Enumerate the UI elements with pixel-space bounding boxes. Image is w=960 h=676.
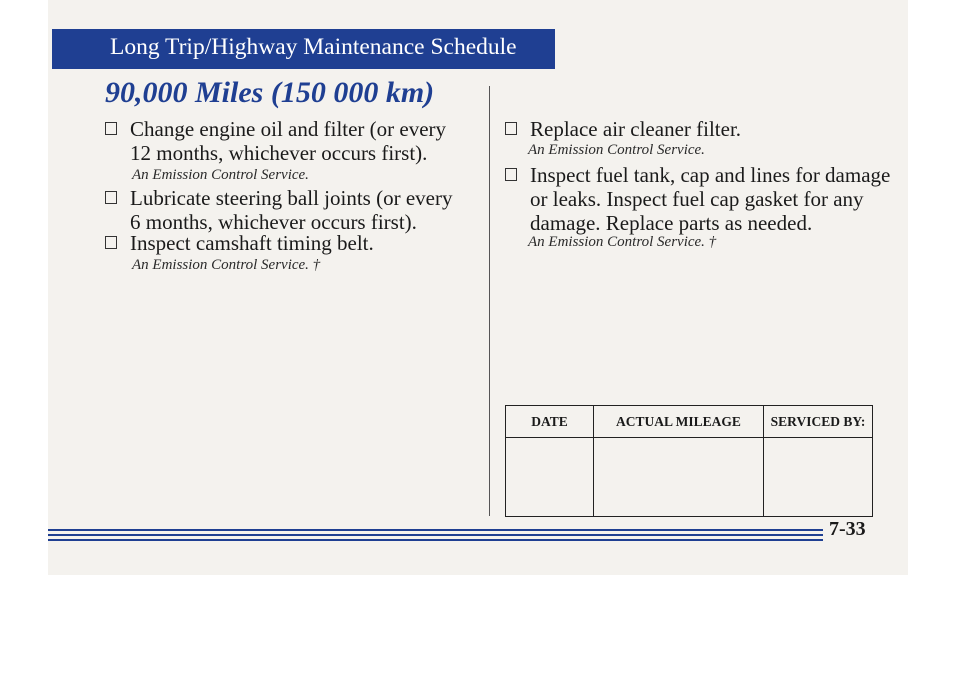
footer-rule [48,534,823,536]
emission-note: An Emission Control Service. † [528,234,717,250]
item-text-line: Change engine oil and filter (or every [130,117,447,141]
table-header-row [506,406,873,438]
checklist-item-inspect-timing-belt [105,231,374,255]
item-text-line: Lubricate steering ball joints (or every [130,186,453,210]
item-text-line: 12 months, whichever occurs first). [130,141,428,165]
column-header-serviced-by: SERVICED BY: [764,406,873,438]
footer-rule [48,529,823,531]
item-text-line: 6 months, whichever occurs first). [130,210,417,234]
item-text-line: or leaks. Inspect fuel cap gasket for any [530,187,864,211]
serviced-by-entry-cell[interactable] [764,438,873,517]
section-title: 90,000 Miles (150 000 km) [105,76,435,109]
checklist-item-lubricate-steering [105,186,452,234]
page-number: 7-33 [829,518,866,540]
item-text-line: Inspect camshaft timing belt. [130,231,374,255]
checkbox-icon[interactable] [105,122,117,135]
header-title: Long Trip/Highway Maintenance Schedule [110,34,517,60]
item-text-line: Replace air cleaner filter. [530,117,742,141]
emission-note: An Emission Control Service. [528,142,705,158]
checkbox-icon[interactable] [505,168,517,181]
checkbox-icon[interactable] [105,236,117,249]
column-header-actual-mileage: ACTUAL MILEAGE [594,406,764,438]
item-text-line: damage. Replace parts as needed. [530,211,813,235]
checklist-item-inspect-fuel-tank [505,163,890,235]
footer-rule [48,539,823,541]
emission-note: An Emission Control Service. † [132,257,321,273]
checkbox-icon[interactable] [505,122,517,135]
column-divider [489,86,490,516]
checklist-item-replace-air-filter [505,117,741,141]
service-record-table [505,405,873,517]
mileage-entry-cell[interactable] [594,438,764,517]
checkbox-icon[interactable] [105,191,117,204]
checklist-item-change-oil [105,117,446,165]
emission-note: An Emission Control Service. [132,167,309,183]
date-entry-cell[interactable] [506,438,594,517]
item-text-line: Inspect fuel tank, cap and lines for damage [530,163,891,187]
column-header-date: DATE [506,406,594,438]
table-row [506,438,873,517]
